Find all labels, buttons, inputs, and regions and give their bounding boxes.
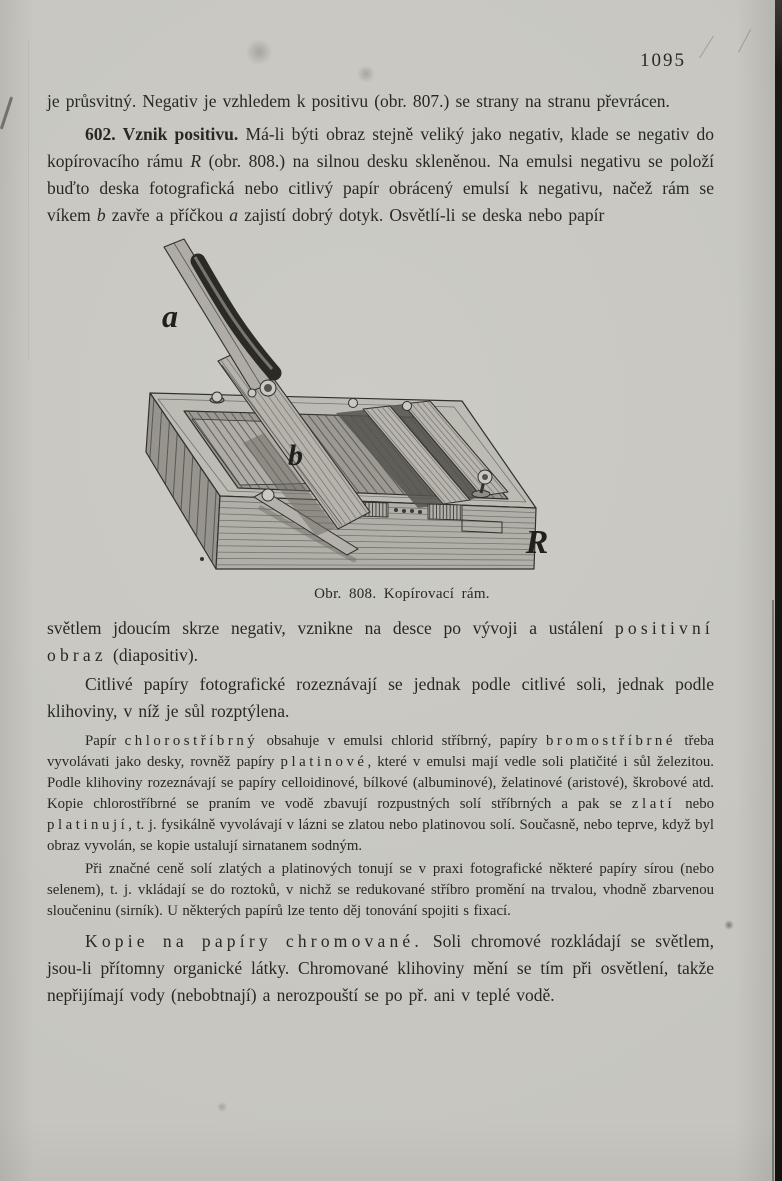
text-run: obsahuje v emulsi chlorid stříbrný, papíry xyxy=(258,733,546,749)
text-run: Soli chromové rozkládají se světlem, jsou-li přítomny organické látky. Chromované klihoviny mění se tím při osvětlení, takže nepřijímají vody (nebobtnají) a nerozpouští se po př. ani v teplé vodě. xyxy=(47,931,715,1005)
text-run: nebo xyxy=(675,796,715,812)
paragraph xyxy=(47,731,714,857)
text-block-bottom xyxy=(47,615,714,1009)
spring-arm-a xyxy=(164,239,274,391)
figure-caption: Obr. 808. Kopírovací rám. xyxy=(314,586,490,602)
text-run-spaced: bromostříbrné xyxy=(545,733,676,749)
paper-crease xyxy=(28,40,29,360)
figure-label-R: R xyxy=(525,524,549,561)
paragraph xyxy=(47,88,714,115)
text-run-bold: 602. Vznik positivu. xyxy=(85,124,239,144)
text-run-spaced: chlorostříbrný xyxy=(124,733,259,749)
figure-label-b: b xyxy=(288,439,303,472)
text-run-spaced: positivní obraz xyxy=(47,618,714,665)
text-run-spaced: Kopie na papíry chromované. xyxy=(85,931,423,951)
text-run: Má-li býti obraz stejně veliký jako negativ, klade se negativ do kopírovacího rámu xyxy=(47,124,714,171)
paper-smudge xyxy=(244,40,274,64)
paper-smudge xyxy=(216,1102,228,1112)
text-run-spaced: platinují xyxy=(47,817,129,833)
page-edge-shadow xyxy=(772,600,774,1181)
text-column xyxy=(47,0,714,1009)
text-run: Citlivé papíry fotografické rozeznávají se jednak podle citlivé soli, jednak podle klihoviny, v níž je sůl rozptýlena. xyxy=(47,674,714,721)
page-number: 1095 xyxy=(640,50,686,71)
pen-mark xyxy=(0,96,13,129)
paragraph xyxy=(47,928,714,1009)
text-block-top xyxy=(47,88,714,229)
text-run: Při značné ceně solí zlatých a platinových tonují se v praxi fotografické některé papíry sírou (nebo selenem), t. j. vkládají se do roztoků, v nichž se redukované stříbro promění na trvalou, vhodně zbarvenou sloučeninu (sirník). U některých papírů lze tento děj tonování spojiti s fixací. xyxy=(47,861,714,919)
text-run-italic: a xyxy=(229,205,238,225)
text-run: (diapositiv). xyxy=(106,645,199,665)
figure-label-a: a xyxy=(162,298,178,334)
copying-frame-illustration xyxy=(140,237,664,575)
text-run: Papír xyxy=(85,733,125,749)
figure-808 xyxy=(140,237,664,603)
text-run: světlem jdoucím skrze negativ, vznikne na desce po vývoji a ustálení xyxy=(47,618,615,638)
paper-scratch xyxy=(738,29,751,52)
print-artifact-dot xyxy=(200,557,204,561)
text-run: je průsvitný. Negativ je vzhledem k positivu (obr. 807.) se strany na stranu převrácen. xyxy=(47,91,670,111)
text-run: třeba vyvolávati jako desky, rovněž papíry xyxy=(47,733,714,770)
text-run-italic: R xyxy=(190,151,202,171)
paragraph xyxy=(47,121,714,229)
paragraph xyxy=(47,671,714,725)
paragraph xyxy=(47,859,714,922)
text-run-italic: b xyxy=(96,205,106,225)
text-run: zajistí dobrý dotyk. Osvětlí-li se deska nebo papír xyxy=(237,205,605,225)
text-run: zavře a příčkou xyxy=(105,205,230,225)
scan-edge xyxy=(775,0,782,1181)
text-run: , t. j. fysikálně vyvolávají v lázni se zlatou nebo platinovou solí. Současně, nebo teprve, když byl obraz vyvolán, se kopie ustalují sirnatanem sodným. xyxy=(47,817,714,854)
text-run: (obr. 808.) na silnou desku skleněnou. Na emulsi negativu se položí buďto deska fotografická nebo citlivý papír obrácený emulsí k negativu, načež rám se víkem xyxy=(47,151,714,225)
paper-smudge xyxy=(724,920,734,930)
text-run-spaced: platinové xyxy=(280,754,368,770)
text-run: , které v emulsi mají vedle soli platičité i sůl železitou. Podle klihoviny rozeznávají se papíry celloidinové, bílkové (albuminové), želatinové (aristové), škrobové atd. Kopie chlorostříbrné se praním ve vodě zbavují rozpustných solí stříbrných a pak se xyxy=(47,754,714,812)
paper-smudge xyxy=(356,66,376,82)
paragraph xyxy=(47,615,714,669)
text-run-spaced: zlatí xyxy=(631,796,676,812)
